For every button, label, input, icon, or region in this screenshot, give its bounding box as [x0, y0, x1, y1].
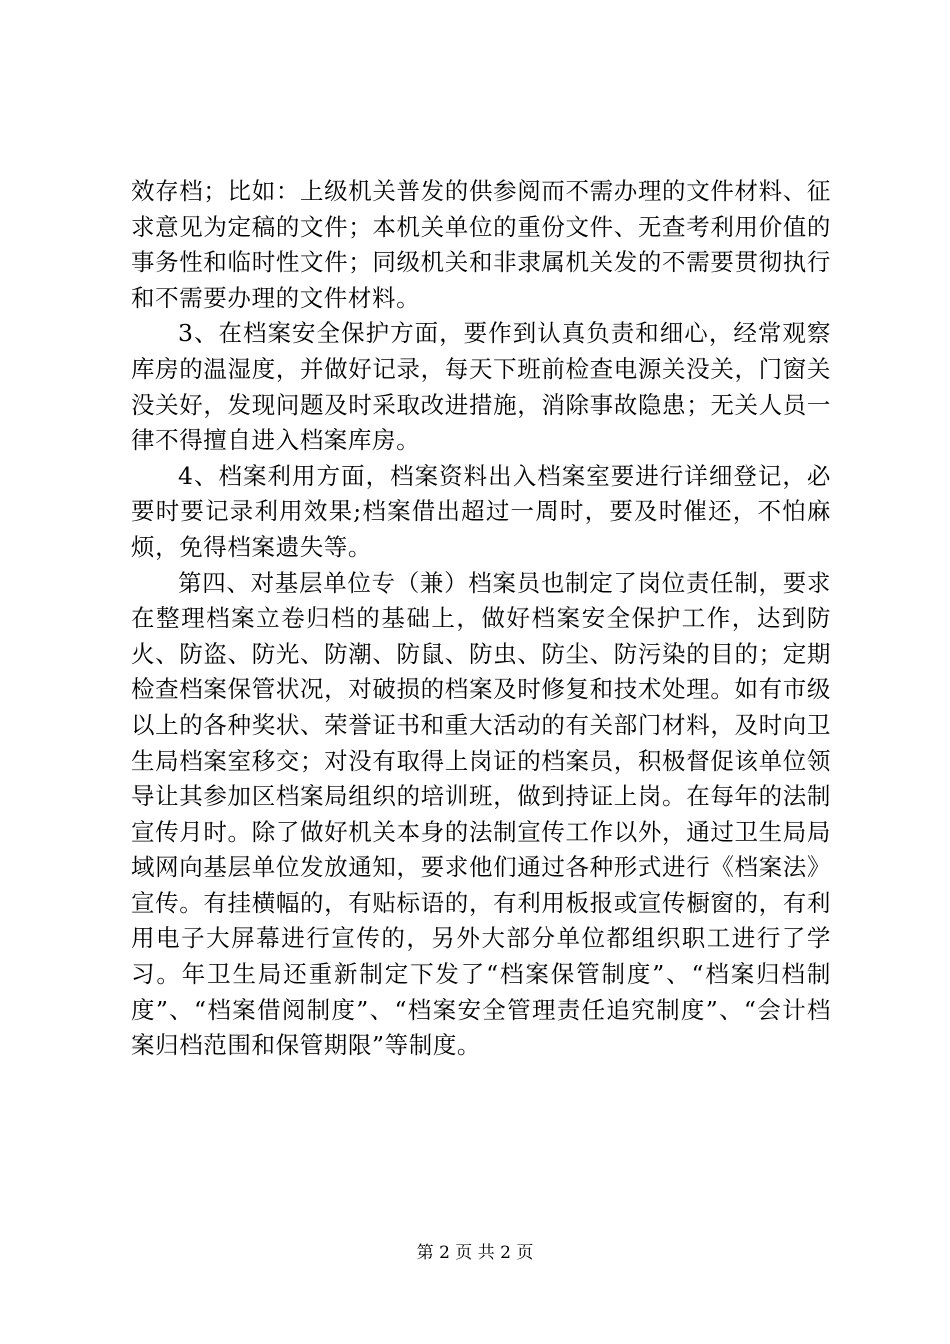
page-number-footer: 第 2 页 共 2 页 — [416, 1243, 534, 1263]
document-body — [131, 174, 831, 1064]
paragraph-continuation: 效存档；比如：上级机关普发的供参阅而不需办理的文件材料、征求意见为定稿的文件；本机关单位的重份文件、无查考利用价值的事务性和临时性文件；同级机关和非隶属机关发的不需要贯彻执行和不需要办理的文件材料。 — [131, 177, 831, 312]
paragraph-item-4: 4、档案利用方面，档案资料出入档案室要进行详细登记，必要时要记录利用效果;档案借出超过一周时，要及时催还，不怕麻烦，免得档案遗失等。 — [131, 461, 831, 561]
paragraph-fourth: 第四、对基层单位专（兼）档案员也制定了岗位责任制，要求在整理档案立卷归档的基础上，做好档案安全保护工作，达到防火、防盗、防光、防潮、防鼠、防虫、防尘、防污染的目的；定期检查档案保管状况，对破损的档案及时修复和技术处理。如有市级以上的各种奖状、荣誉证书和重大活动的有关部门材料，及时向卫生局档案室移交；对没有取得上岗证的档案员，积极督促该单位领导让其参加区档案局组织的培训班，做到持证上岗。在每年的法制宣传月时。除了做好机关本身的法制宣传工作以外，通过卫生局局域网向基层单位发放通知，要求他们通过各种形式进行《档案法》宣传。有挂横幅的，有贴标语的，有利用板报或宣传橱窗的，有利用电子大屏幕进行宣传的，另外大部分单位都组织职工进行了学习。年卫生局还重新制定下发了“档案保管制度”、“档案归档制度”、“档案借阅制度”、“档案安全管理责任追究制度”、“会计档案归档范围和保管期限”等制度。 — [131, 568, 831, 1060]
paragraph-item-3: 3、在档案安全保护方面，要作到认真负责和细心，经常观察库房的温湿度，并做好记录，每天下班前检查电源关没关，门窗关没关好，发现问题及时采取改进措施，消除事故隐患；无关人员一律不得擅自进入档案库房。 — [131, 319, 831, 455]
